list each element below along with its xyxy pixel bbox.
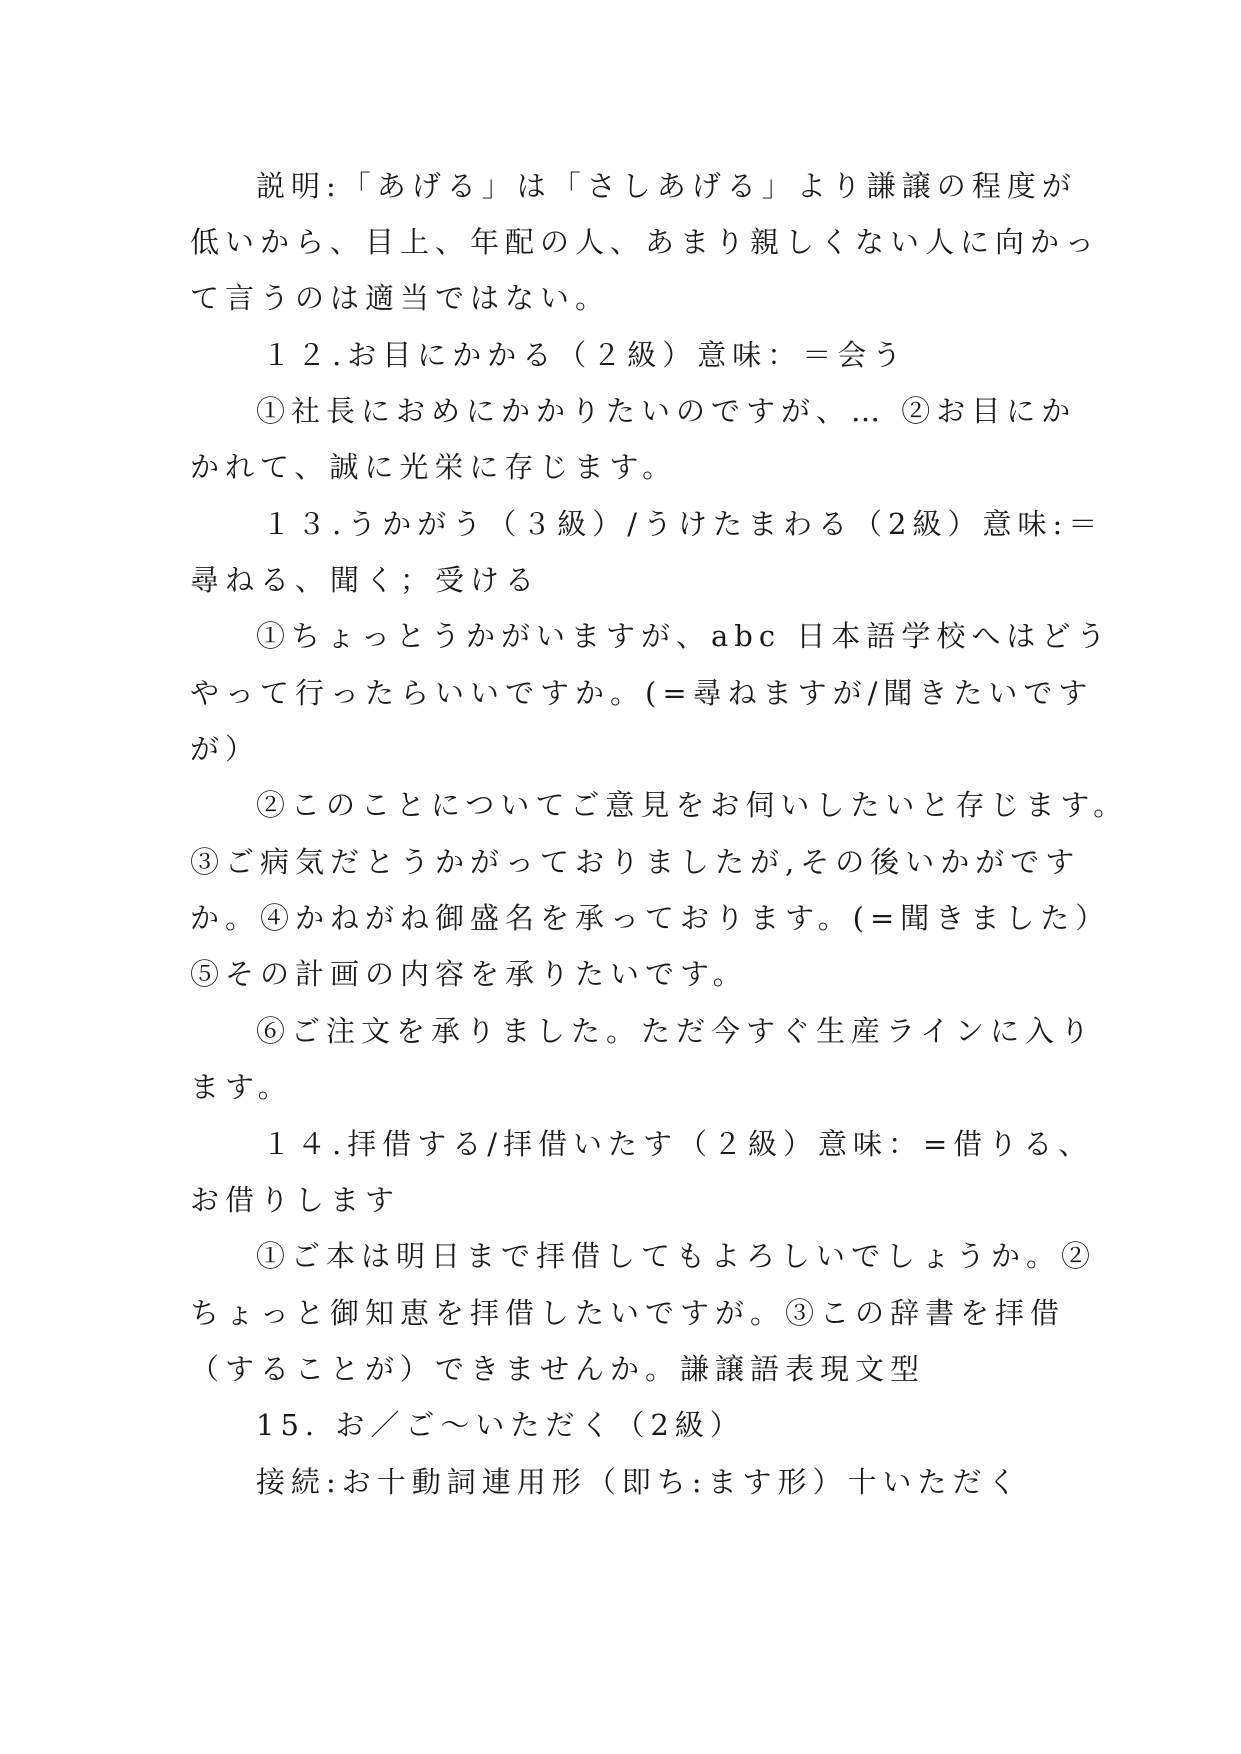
text-line: お借りします [190,1183,401,1217]
text-line: ①社長におめにかかりたいのですが、… ②お目にか [256,394,1077,428]
text-line: か。④かねがね御盛名を承っております。(=聞きました） [190,901,1111,935]
text-line: ①ご本は明日まで拝借してもよろしいでしょうか。② [256,1239,1097,1273]
text-line: ⑥ご注文を承りました。ただ今すぐ生産ラインに入り [256,1014,1096,1048]
text-line: 接続:お十動詞連用形（即ち:ます形）十いただく [256,1465,1023,1499]
text-line: ①ちょっとうかがいますが、abc 日本語学校へはどう [256,619,1112,653]
text-line: 尋ねる、聞く；受ける [190,563,541,597]
text-line: かれて、誠に光栄に存じます。 [190,450,678,484]
text-line: ②このことについてご意見をお伺いしたいと存じます。 [256,788,1129,822]
text-line: て言うのは適当ではない。 [190,281,611,315]
text-line: 低いから、目上、年配の人、あまり親しくない人に向かっ [190,225,1101,259]
text-line: ⑤その計画の内容を承りたいです。 [190,957,748,991]
text-line: やって行ったらいいですか。(=尋ねますが/聞きたいです [190,676,1094,710]
section-heading-13: １３.うかがう（３級）/うけたまわる（2級）意味:＝ [262,507,1104,541]
text-line: （することが）できませんか。謙譲語表現文型 [190,1352,926,1386]
text-line: が） [190,732,261,766]
text-line: ます。 [190,1070,293,1104]
text-line: 説明:「あげる」は「さしあげる」より謙譲の程度が [256,169,1077,203]
text-line: ちょっと御知恵を拝借したいですが。③この辞書を拝借 [190,1296,1066,1330]
text-line: ③ご病気だとうかがっておりましたが,その後いかがです [190,845,1081,879]
section-heading-12: １２.お目にかかる（２級）意味：＝会う [262,338,908,372]
section-heading-14: １４.拝借する/拝借いたす（２級）意味：=借りる、 [262,1127,1094,1161]
section-heading-15: 15. お／ご～いただく（2級） [256,1408,745,1442]
